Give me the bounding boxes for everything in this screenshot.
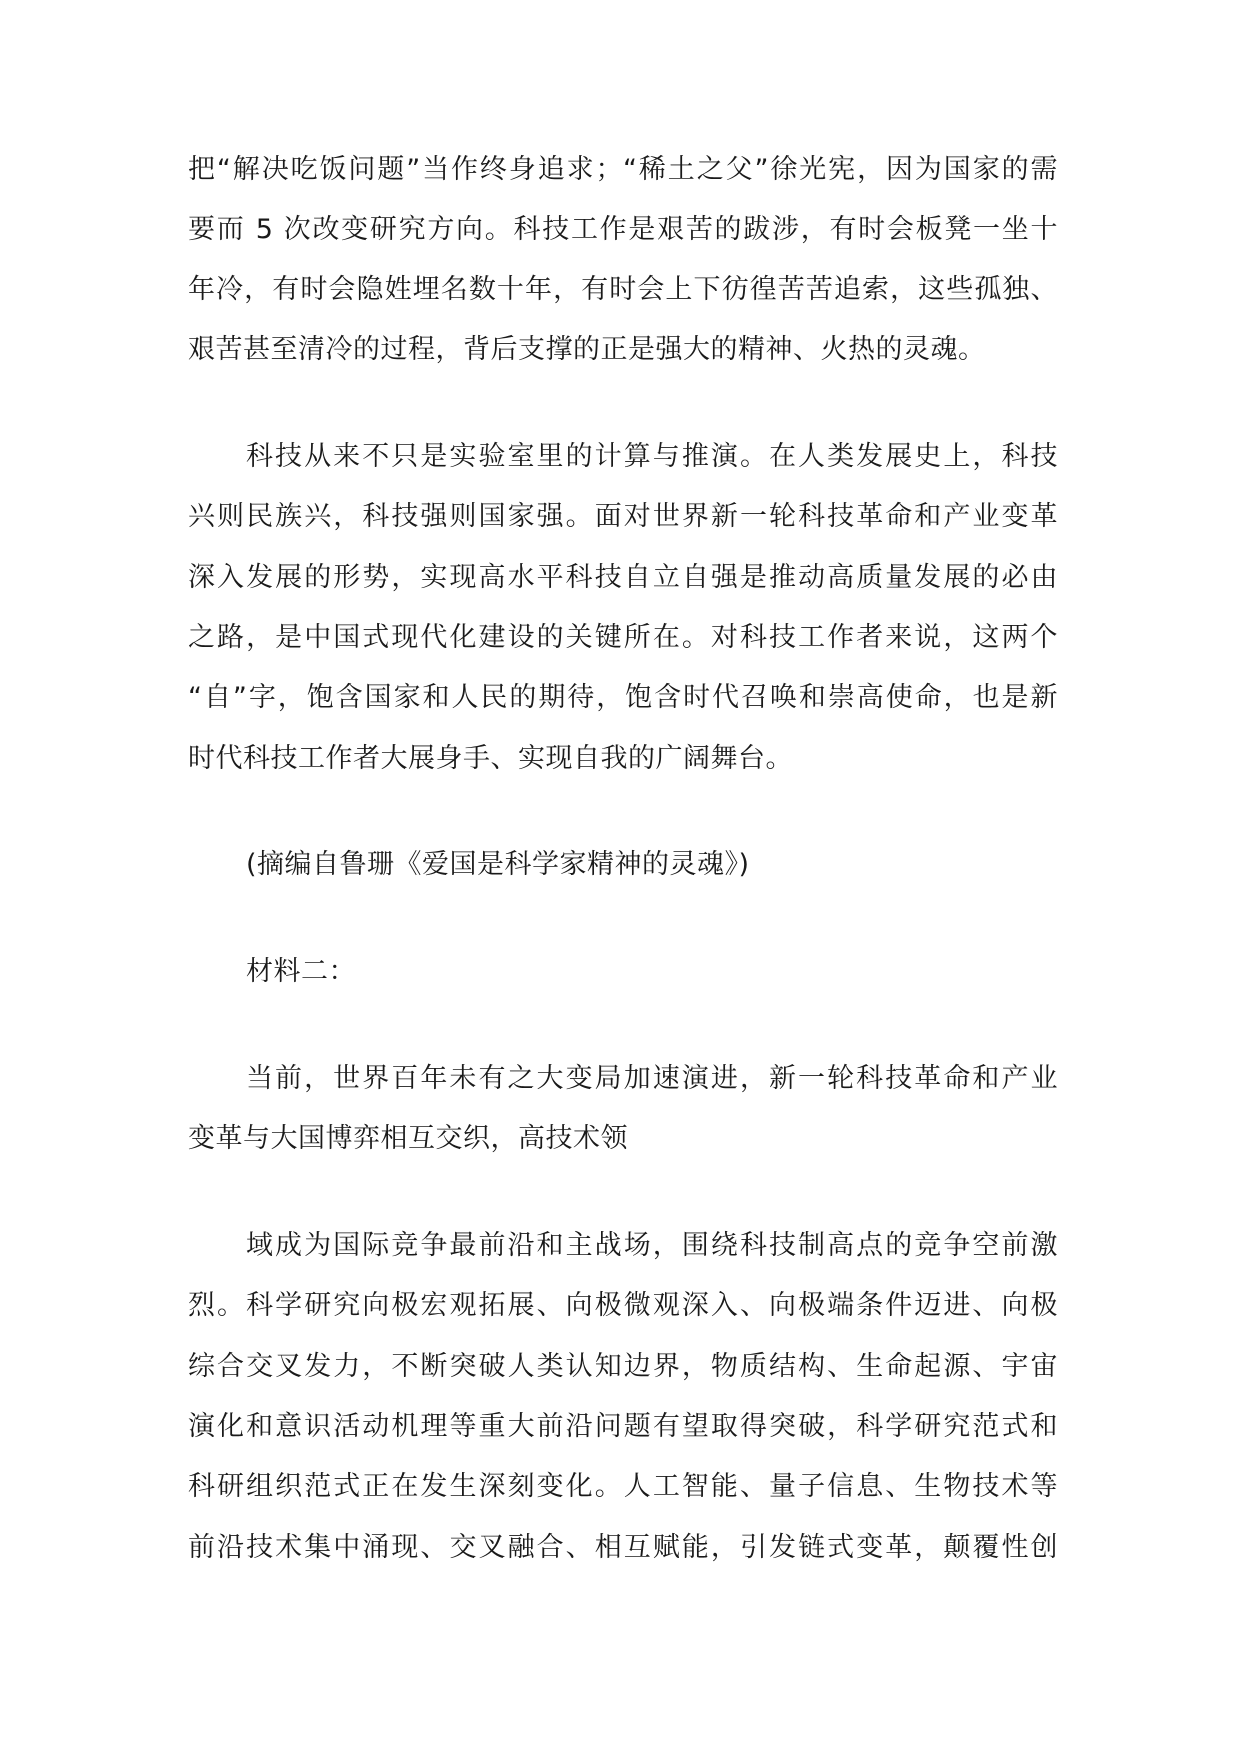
- paragraph-4-line-5: 科研组织范式正在发生深刻变化。人工智能、量子信息、生物技术等: [188, 1471, 1058, 1502]
- paragraph-1-line-3: 年冷，有时会隐姓埋名数十年，有时会上下彷徨苦苦追索，这些孤独、: [188, 274, 1058, 305]
- paragraph-3-line-2: 变革与大国博弈相互交织，高技术领: [188, 1123, 628, 1154]
- paragraph-1-line-4: 艰苦甚至清冷的过程，背后支撑的正是强大的精神、火热的灵魂。: [188, 334, 986, 365]
- paragraph-4-line-6: 前沿技术集中涌现、交叉融合、相互赋能，引发链式变革，颠覆性创: [188, 1532, 1058, 1563]
- paragraph-4-line-3: 综合交叉发力，不断突破人类认知边界，物质结构、生命起源、宇宙: [188, 1351, 1058, 1382]
- paragraph-4-line-1: 域成为国际竞争最前沿和主战场，围绕科技制高点的竞争空前激: [246, 1230, 1058, 1261]
- paragraph-2-line-6: 时代科技工作者大展身手、实现自我的广阔舞台。: [188, 743, 793, 774]
- paragraph-1-line-2: 要而 5 次改变研究方向。科技工作是艰苦的跋涉，有时会板凳一坐十: [188, 214, 1058, 245]
- paragraph-2-line-4: 之路，是中国式现代化建设的关键所在。对科技工作者来说，这两个: [188, 622, 1058, 653]
- paragraph-2-line-5: “自”字，饱含国家和人民的期待，饱含时代召唤和崇高使命，也是新: [188, 682, 1058, 713]
- section-heading-material-2: 材料二：: [246, 956, 356, 987]
- paragraph-2-line-2: 兴则民族兴，科技强则国家强。面对世界新一轮科技革命和产业变革: [188, 501, 1058, 532]
- paragraph-2-line-3: 深入发展的形势，实现高水平科技自立自强是推动高质量发展的必由: [188, 562, 1058, 593]
- paragraph-2-line-1: 科技从来不只是实验室里的计算与推演。在人类发展史上，科技: [246, 441, 1058, 472]
- paragraph-1-line-1: 把“解决吃饭问题”当作终身追求；“稀土之父”徐光宪，因为国家的需: [188, 154, 1058, 185]
- paragraph-4-line-2: 烈。科学研究向极宏观拓展、向极微观深入、向极端条件迈进、向极: [188, 1290, 1058, 1321]
- source-citation: (摘编自鲁珊《爱国是科学家精神的灵魂》): [246, 849, 750, 880]
- paragraph-4-line-4: 演化和意识活动机理等重大前沿问题有望取得突破，科学研究范式和: [188, 1411, 1058, 1442]
- paragraph-3-line-1: 当前，世界百年未有之大变局加速演进，新一轮科技革命和产业: [246, 1063, 1058, 1094]
